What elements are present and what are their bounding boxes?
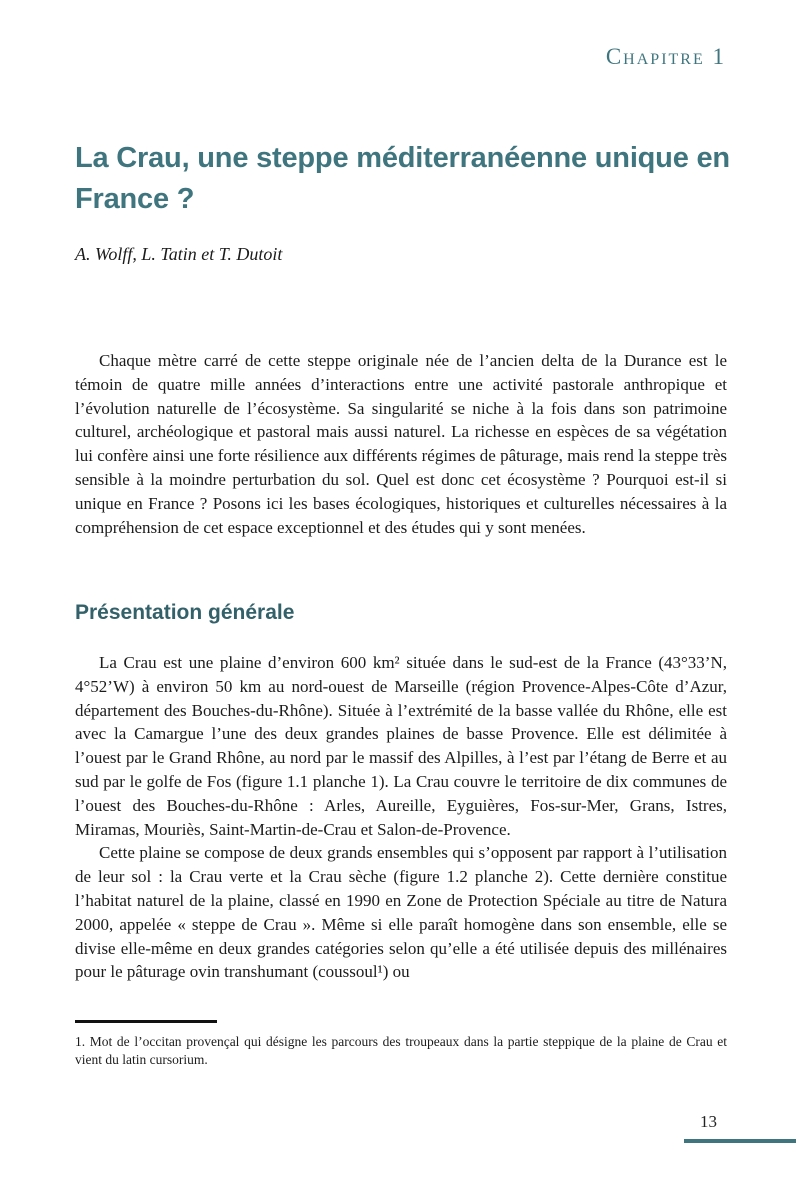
body-paragraph: La Crau est une plaine d’environ 600 km² située dans le sud-est de la France (43°33’N, 4°52’W) à environ 50 km au nord-ouest de Marseille (région Provence-Alpes-Côte d’Azur, département des Bouches-du-Rhône). Située à l’extrémité de la basse vallée du Rhône, elle est avec la Camargue l’une des deux grandes plaines de basse Provence. Elle est délimitée à l’ouest par le Grand Rhône, au nord par le massif des Alpilles, à l’est par l’étang de Berre et au sud par le golfe de Fos (figure 1.1 planche 1). La Crau couvre le territoire de dix communes de l’ouest des Bouches-du-Rhône : Arles, Aureille, Eyguières, Fos-sur-Mer, Grans, Istres, Miramas, Mouriès, Saint-Martin-de-Crau et Salon-de-Provence.	[75, 653, 727, 839]
footnote-separator-rule	[75, 1020, 217, 1023]
footnote-text: 1. Mot de l’occitan provençal qui désigne les parcours des troupeaux dans la partie steppique de la plaine de Crau et vient du latin cursorium.	[75, 1034, 727, 1067]
chapter-label: Chapitre 1	[605, 44, 726, 69]
footnote-block	[75, 1020, 727, 1069]
body-paragraphs	[75, 651, 727, 984]
section-heading: Présentation générale	[75, 601, 295, 624]
page-footer	[684, 1112, 796, 1143]
authors-line: A. Wolff, L. Tatin et T. Dutoit	[75, 244, 283, 264]
page-number: 13	[700, 1112, 717, 1131]
chapter-title: La Crau, une steppe méditerranéenne unique en France ?	[75, 142, 730, 216]
folio-accent-rule	[684, 1139, 796, 1143]
body-paragraph: Cette plaine se compose de deux grands ensembles qui s’opposent par rapport à l’utilisation de leur sol : la Crau verte et la Crau sèche (figure 1.2 planche 2). Cette dernière constitue l’habitat naturel de la plaine, classé en 1990 en Zone de Protection Spéciale au titre de Natura 2000, appelée « steppe de Crau ». Même si elle paraît homogène dans son ensemble, elle se divise elle-même en deux grandes catégories selon qu’elle a été utilisée depuis des millénaires pour le pâturage ovin transhumant (coussoul¹) ou	[75, 843, 727, 982]
intro-paragraph: Chaque mètre carré de cette steppe originale née de l’ancien delta de la Durance est le témoin de quatre mille années d’interactions entre une activité pastorale anthropique et l’évolution naturelle de l’écosystème. Sa singularité se niche à la fois dans son patrimoine culturel, archéologique et pastoral mais aussi naturel. La richesse en espèces de sa végétation lui confère ainsi une forte résilience aux différents régimes de pâturage, mais rend la steppe très sensible à la moindre perturbation du sol. Quel est donc cet écosystème ? Pourquoi est-il si unique en France ? Posons ici les bases écologiques, historiques et culturelles nécessaires à la compréhension de cet espace exceptionnel et des études qui y sont menées.	[75, 351, 727, 537]
